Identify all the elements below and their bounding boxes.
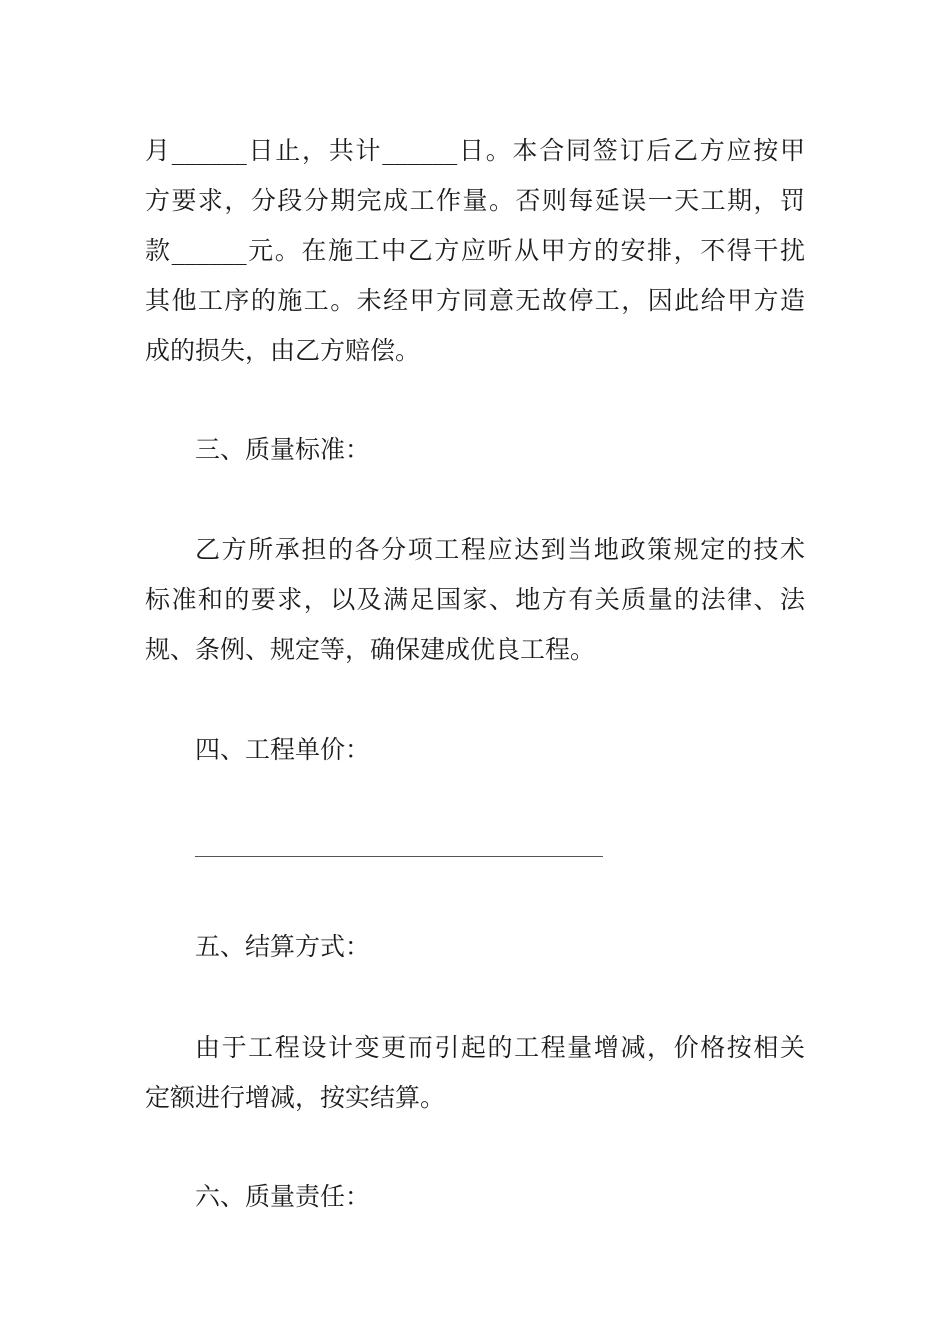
text-line: 成的损失，由乙方赔偿。 bbox=[145, 336, 421, 365]
text-line: 规、条例、规定等，确保建成优良工程。 bbox=[145, 635, 596, 664]
section-heading-quality-responsibility: 六、质量责任： bbox=[195, 1182, 371, 1211]
fill-in-blank-line bbox=[195, 856, 603, 857]
paragraph-schedule bbox=[145, 126, 815, 376]
text-line: 款______元。在施工中乙方应听从甲方的安排，不得干扰 bbox=[145, 236, 805, 265]
section-heading-unit-price: 四、工程单价： bbox=[195, 735, 371, 764]
section-heading-settlement: 五、结算方式： bbox=[195, 932, 371, 961]
paragraph-settlement bbox=[145, 1023, 815, 1123]
paragraph-quality-standard bbox=[145, 525, 815, 675]
text-line: 其他工序的施工。未经甲方同意无故停工，因此给甲方造 bbox=[145, 286, 805, 315]
text-line: 定额进行增减，按实结算。 bbox=[145, 1083, 446, 1112]
text-line: 标准和的要求，以及满足国家、地方有关质量的法律、法 bbox=[145, 585, 805, 614]
section-heading-quality-standard: 三、质量标准： bbox=[195, 435, 371, 464]
text-line: 由于工程设计变更而引起的工程量增减，价格按相关 bbox=[195, 1033, 805, 1062]
text-line: 方要求，分段分期完成工作量。否则每延误一天工期，罚 bbox=[145, 186, 805, 215]
text-line: 月______日止，共计______日。本合同签订后乙方应按甲 bbox=[145, 136, 805, 165]
text-line: 乙方所承担的各分项工程应达到当地政策规定的技术 bbox=[195, 535, 805, 564]
